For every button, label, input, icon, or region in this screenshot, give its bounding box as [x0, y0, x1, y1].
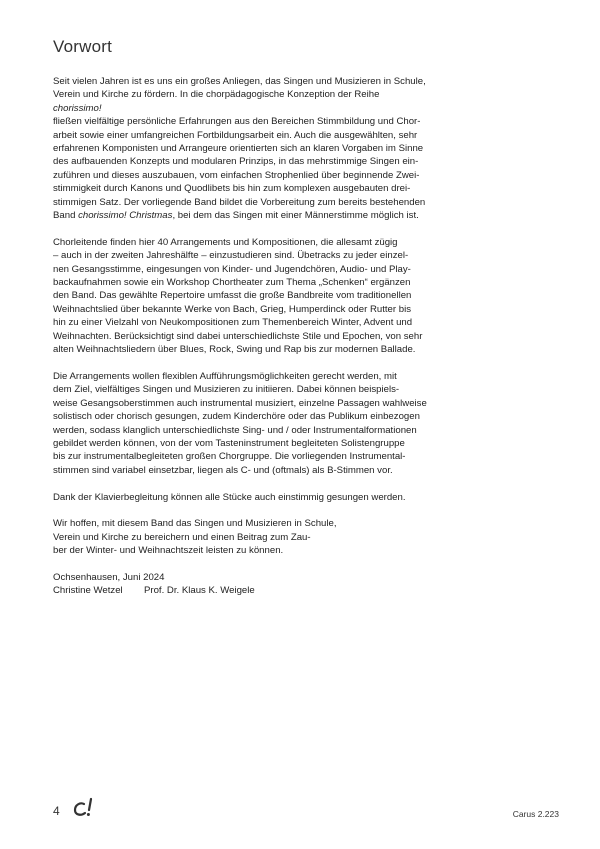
paragraph-3: Die Arrangements wollen flexiblen Aufführungsmöglichkeiten gerecht werden, mit dem Ziel, vielfältiges Singen und Musizieren zu initiieren. Dabei können beispiels- weise Gesangsoberstimmen auch instrumental musiziert, einzelne Passagen wahlweise solistisch oder chorisch gesungen, zudem Kinderchöre oder das Publikum einbezogen werden, sodass klanglich unterschiedlichste Sing- und / oder Instrumentalformationen gebildet werden können, von der vom Tasteninstrument begleiteten Solistengruppe bis zur instrumentalbegleiteten großen Chorgruppe. Die vorliegenden Instrumental- stimmen sind variabel einsetzbar, liegen als C- und (oftmals) als B-Stimmen vor.	[53, 370, 427, 476]
signatures	[53, 584, 427, 597]
catalog-number: Carus 2.223	[512, 809, 559, 819]
page-title: Vorwort	[53, 37, 113, 56]
paragraph-2: Chorleitende finden hier 40 Arrangements und Kompositionen, die allesamt zügig – auch in der zweiten Jahreshälfte – einzustudieren sind. Übetracks zu jeder einzel- nen Gesangsstimme, eingesungen von Kinder- und Jugendchören, Audio- und Play- backaufnahmen sowie ein Workshop Chortheater zum Thema „Schenken“ ergänzen den Band. Das gewählte Repertoire umfasst die große Bandbreite vom traditionellen Weihnachtslied über bekannte Werke von Bach, Grieg, Humperdinck oder Rutter bis hin zu einer Vielzahl von Neukompositionen zum Themenbereich Winter, Advent und Weihnachten. Berücksichtigt sind dabei unterschiedlichste Stile und Epochen, von sehr alten Weihnachtsliedern über Blues, Rock, Swing und Rap bis zur modernen Ballade.	[53, 236, 423, 356]
line: fließen vielfältige persönliche Erfahrungen aus den Bereichen Stimmbildung und Chor-	[53, 116, 421, 128]
line: Band chorissimo! Christmas, bei dem das Singen mit einer Männerstimme möglich ist.	[53, 210, 419, 222]
preface-body	[53, 75, 427, 598]
place-date: Ochsenhausen, Juni 2024	[53, 571, 165, 583]
line: zuführen und dieses auszubauen, vom einfachen Strophenlied über beginnende Zwei-	[53, 169, 420, 181]
page-number: 4	[53, 804, 60, 818]
line: stimmigkeit durch Kanons und Quodlibets bis hin zum komplexen ausgebauten drei-	[53, 183, 411, 195]
closing	[53, 571, 427, 584]
signature-name-2: Prof. Dr. Klaus K. Weigele	[144, 585, 255, 597]
line: Seit vielen Jahren ist es uns ein großes Anliegen, das Singen und Musizieren in Schule,	[53, 76, 426, 87]
line: stimmigen Satz. Der vorliegende Band bildet die Vorbereitung zum bereits bestehenden	[53, 196, 426, 208]
carus-logo-icon	[72, 797, 96, 819]
paragraph-1	[53, 75, 427, 222]
signature-name-1: Christine Wetzel	[53, 585, 123, 597]
line: arbeit sowie einer umfangreichen Fortbildungsarbeit ein. Auch die ausgewählten, sehr	[53, 129, 418, 141]
line: des aufbauenden Konzepts und modularen Prinzips, in das mehrstimmige Singen ein-	[53, 156, 419, 168]
line: erfahrenen Komponisten und Arrangeure orientierten sich an klaren Vorgaben im Sinne	[53, 143, 424, 155]
paragraph-5: Wir hoffen, mit diesem Band das Singen und Musizieren in Schule, Verein und Kirche zu bereichern und einen Beitrag zum Zau- ber der Winter- und Weihnachtszeit leisten zu können.	[53, 518, 337, 557]
paragraph-4: Dank der Klavierbegleitung können alle Stücke auch einstimmig gesungen werden.	[53, 491, 406, 503]
line: Verein und Kirche zu fördern. In die chorpädagogische Konzeption der Reihe chorissimo!	[53, 89, 380, 114]
